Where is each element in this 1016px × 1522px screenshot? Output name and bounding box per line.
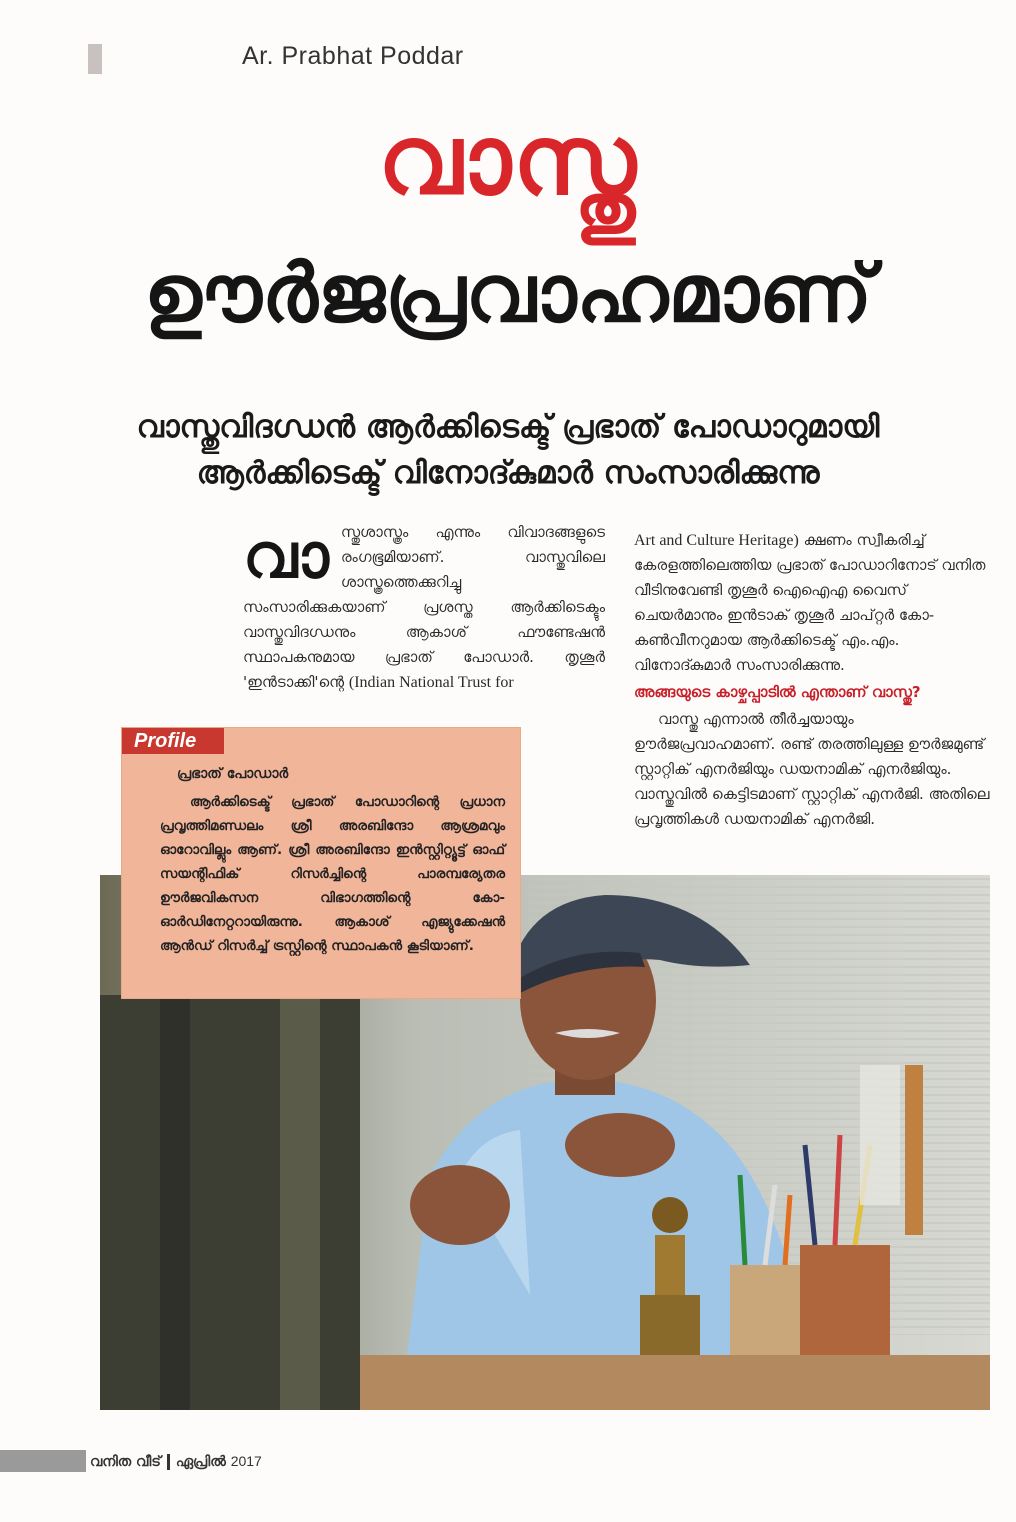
headline-line-1: വാസ്തു [378,104,638,216]
footer-month: ഏപ്രിൽ [175,1454,226,1470]
standfirst-line-2: ആർക്കിടെക്ട് വിനോദ്കുമാർ സംസാരിക്കുന്നു [196,455,820,491]
profile-body: ആർക്കിടെക്ട് പ്രഭാത് പോഡാറിന്റെ പ്രധാന പ്രവൃത്തിമണ്ഡലം ശ്രീ അരബിന്ദോ ആശ്രമവും ഓറോവില്ലും ആണ്. ശ്രീ അരബിന്ദോ ഇൻസ്റ്റിറ്റ്യൂട്ട് ഓഫ് സയന്റിഫിക് റിസർച്ചിന്റെ പാരമ്പര്യേതര ഊർജവികസന വിഭാഗത്തിന്റെ കോ-ഓർഡിനേറ്ററായിരുന്നു. ആകാശ് എജ്യുക്കേഷൻ ആൻഡ് റിസർച്ച് ട്രസ്റ്റിന്റെ സ്ഥാപകൻ കൂടിയാണ്. [160,794,505,954]
profile-box [122,728,520,998]
byline-marker [88,44,102,74]
intro-text-english: (Indian National Trust for [348,674,514,691]
page-footer [90,1450,262,1473]
footer-year: 2017 [230,1453,262,1469]
profile-name: പ്രഭാത് പോഡാർ [177,766,289,782]
headline-line-2: ഊർജപ്രവാഹമാണ് [143,247,873,340]
footer-separator [167,1454,170,1470]
continued-malayalam: ക്ഷണം സ്വീകരിച്ച് കേരളത്തിലെത്തിയ പ്രഭാത് പോഡാറിനോട് വനിത വീടിനുവേണ്ടി തൃശൂർ ഐഐഎ വൈസ് ചെയർമാനും ഇൻടാക് തൃശൂർ ചാപ്റ്റർ കോ-കൺവീനറുമായ ആർക്കിടെക്ട് എം.എം. വിനോദ്കുമാർ സംസാരിക്കുന്നു. [634,531,986,674]
footer-magazine: വനിത വീട് [90,1454,161,1470]
footer-bar [0,1450,86,1472]
standfirst [60,404,956,496]
article-column-right [634,528,994,858]
author-byline: Ar. Prabhat Poddar [242,42,464,70]
standfirst-line-1: വാസ്തുവിദഗ്ധൻ ആർക്കിടെക്ട് പ്രഭാത് പോഡാറുമായി [136,409,880,445]
interview-question: അങ്ങയുടെ കാഴ്ചപ്പാടിൽ എന്താണ് വാസ്തു? [634,683,921,701]
continued-english: Art and Culture Heritage) [634,532,799,549]
drop-cap: വാ [243,520,329,592]
intro-text: സ്തുശാസ്ത്രം എന്നും വിവാദങ്ങളുടെ രംഗഭൂമിയാണ്. വാസ്തുവിലെ ശാസ്ത്രത്തെക്കുറിച്ചു സംസാരിക്കുകയാണ് പ്രശസ്ത ആർക്കിടെക്ടും വാസ്തുവിദഗ്ധനും ആകാശ് ഫൗണ്ടേഷൻ സ്ഥാപകനുമായ പ്രഭാത് പോഡാർ. തൃശൂർ 'ഇൻടാക്കി'ന്റെ [243,523,605,691]
interview-answer: വാസ്തു എന്നാൽ തീർച്ചയായും ഊർജപ്രവാഹമാണ്. രണ്ട് തരത്തിലുള്ള ഊർജമുണ്ട് സ്റ്റാറ്റിക് എനർജിയും ഡയനാമിക് എനർജിയും. വാസ്തുവിൽ കെട്ടിടമാണ് സ്റ്റാറ്റിക് എനർജി. അതിലെ പ്രവൃത്തികൾ ഡയനാമിക് എനർജി. [634,710,990,828]
article-column-left [243,520,605,700]
continued-text [634,528,994,678]
profile-tab: Profile [122,728,224,754]
